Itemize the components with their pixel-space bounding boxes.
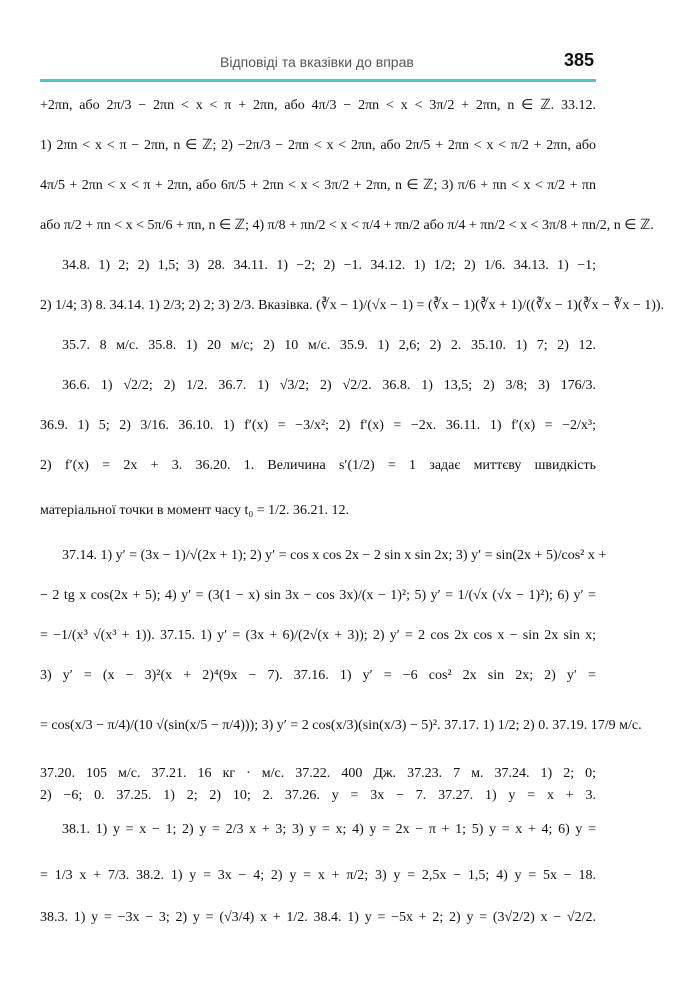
answer-line: 34.8. 1) 2; 2) 1,5; 3) 28. 34.11. 1) −2; 2) −1. 34.12. 1) 1/2; 2) 1/6. 34.13. 1) −1; [62,258,596,273]
header-title: Відповіді та вказівки до вправ [220,54,414,70]
answer-line: 37.20. 105 м/с. 37.21. 16 кг · м/с. 37.22. 400 Дж. 37.23. 7 м. 37.24. 1) 2; 0; [40,766,596,781]
answer-line: 2) f′(x) = 2x + 3. 36.20. 1. Величина s′(1/2) = 1 задає миттєву швидкість [40,458,596,473]
answer-line: 36.9. 1) 5; 2) 3/16. 36.10. 1) f′(x) = −3/x²; 2) f′(x) = −2x. 36.11. 1) f′(x) = −2/x³; [40,418,596,433]
running-header [40,48,596,78]
answer-line: 37.14. 1) y′ = (3x − 1)/√(2x + 1); 2) y′ = cos x cos 2x − 2 sin x sin 2x; 3) y′ = sin(2x + 5)/cos² x + [62,548,607,563]
answer-line: 4π/5 + 2πn < x < π + 2πn, або 6π/5 + 2πn < x < 3π/2 + 2πn, n ∈ ℤ; 3) π/6 + πn < x < π/2 + πn [40,178,596,193]
answer-line: 2) −6; 0. 37.25. 1) 2; 2) 10; 2. 37.26. y = 3x − 7. 37.27. 1) y = x + 3. [40,788,596,803]
answer-line: = 1/3 x + 7/3. 38.2. 1) y = 3x − 4; 2) y = x + π/2; 3) y = 2,5x − 1,5; 4) y = 5x − 18. [40,868,596,883]
header-rule [40,79,596,82]
answer-line: 2) 1/4; 3) 8. 34.14. 1) 2/3; 2) 2; 3) 2/3. Вказівка. (∛x − 1)/(√x − 1) = (∛x − 1)(∛x + 1)/((∛x − 1)(∛x − ∛x − 1)). [40,298,665,313]
answer-line: +2πn, або 2π/3 − 2πn < x < π + 2πn, або 4π/3 − 2πn < x < 3π/2 + 2πn, n ∈ ℤ. 33.12. [40,98,596,113]
page-number: 385 [563,50,594,70]
answer-line: 38.1. 1) y = x − 1; 2) y = 2/3 x + 3; 3) y = x; 4) y = 2x − π + 1; 5) y = x + 4; 6) y = [62,822,596,837]
answer-line: матеріальної точки в момент часу t₀ = 1/2. 36.21. 12. [40,503,350,518]
answer-line: 3) y′ = (x − 3)²(x + 2)⁴(9x − 7). 37.16. 1) y′ = −6 cos² 2x sin 2x; 2) y′ = [40,668,596,683]
answer-line: 1) 2πn < x < π − 2πn, n ∈ ℤ; 2) −2π/3 − 2πn < x < 2πn, або 2π/5 + 2πn < x < π/2 + 2πn, або [40,138,596,153]
answer-line: = cos(x/3 − π/4)/(10 √(sin(x/5 − π/4))); 3) y′ = 2 cos(x/3)(sin(x/3) − 5)². 37.17. 1) 1/2; 2) 0. 37.19. 17/9 м/с. [40,718,642,733]
answer-line: = −1/(x³ √(x³ + 1)). 37.15. 1) y′ = (3x + 6)/(2√(x + 3)); 2) y′ = 2 cos 2x cos x − sin 2x sin x; [40,628,596,643]
answer-line: 38.3. 1) y = −3x − 3; 2) y = (√3/4) x + 1/2. 38.4. 1) y = −5x + 2; 2) y = (3√2/2) x − √2/2. [40,910,596,925]
answer-line: 36.6. 1) √2/2; 2) 1/2. 36.7. 1) √3/2; 2) √2/2. 36.8. 1) 13,5; 2) 3/8; 3) 176/3. [62,378,596,393]
answer-line: 35.7. 8 м/с. 35.8. 1) 20 м/с; 2) 10 м/с. 35.9. 1) 2,6; 2) 2. 35.10. 1) 7; 2) 12. [62,338,596,353]
answer-line: − 2 tg x cos(2x + 5); 4) y′ = (3(1 − x) sin 3x − cos 3x)/(x − 1)²; 5) y′ = 1/(√x (√x − 1)²); 6) y′ = [40,588,596,603]
answer-line: або π/2 + πn < x < 5π/6 + πn, n ∈ ℤ; 4) π/8 + πn/2 < x < π/4 + πn/2 або π/4 + πn/2 < x < 3π/8 + πn/2, n ∈ ℤ. [40,218,654,233]
